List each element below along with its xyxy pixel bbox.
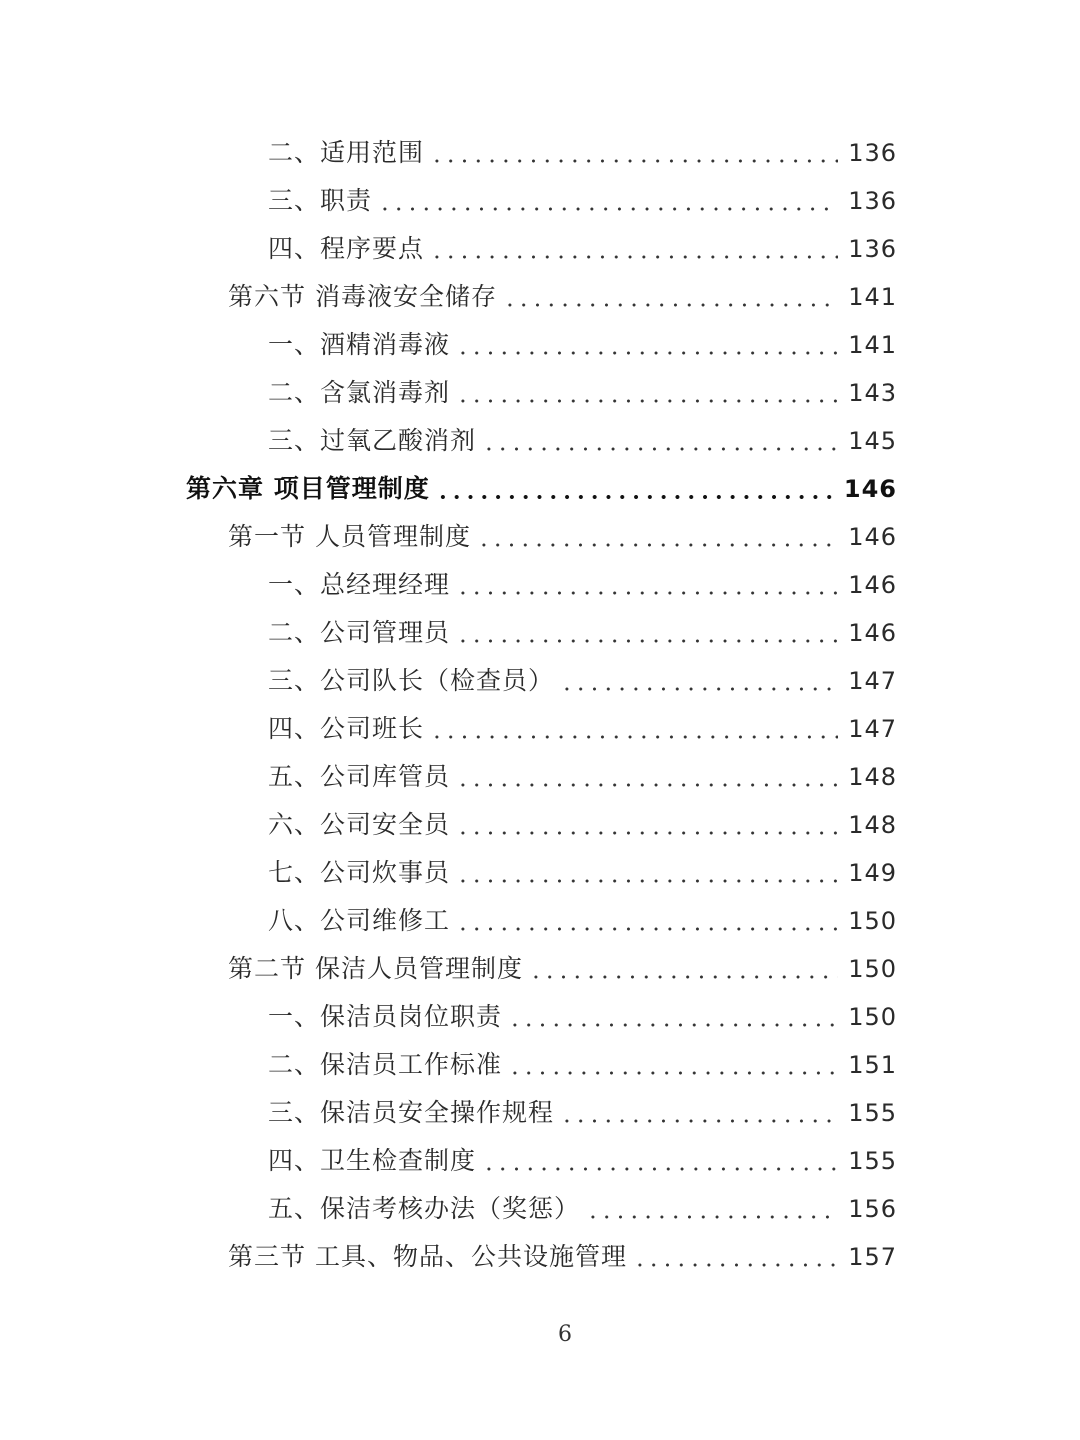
toc-subsection-entry[interactable] [0, 416, 1080, 464]
toc-dot-leader [430, 234, 838, 264]
toc-section-entry[interactable] [0, 512, 1080, 560]
toc-entry-title: 一、酒精消毒液 [268, 330, 451, 359]
toc-entry-title: 四、程序要点 [268, 234, 425, 263]
toc-entry-title: 二、含氯消毒剂 [268, 378, 451, 407]
toc-entry-title: 一、保洁员岗位职责 [268, 1002, 503, 1031]
toc-dot-leader [508, 1050, 838, 1080]
toc-entry-title: 四、公司班长 [268, 714, 425, 743]
toc-entry-page-number: 136 [848, 139, 897, 167]
toc-subsection-entry[interactable] [0, 704, 1080, 752]
toc-entry-page-number: 156 [848, 1195, 897, 1223]
toc-dot-leader [456, 906, 838, 936]
toc-entry-page-number: 141 [848, 283, 897, 311]
toc-entry-title: 三、公司队长（检查员） [268, 666, 555, 695]
toc-entry-page-number: 146 [848, 523, 897, 551]
toc-dot-leader [378, 186, 838, 216]
toc-entry-page-number: 141 [848, 331, 897, 359]
toc-dot-leader [560, 666, 838, 696]
toc-subsection-entry[interactable] [0, 320, 1080, 368]
toc-subsection-entry[interactable] [0, 176, 1080, 224]
toc-subsection-entry[interactable] [0, 608, 1080, 656]
toc-entry-title: 第六章 项目管理制度 [186, 474, 430, 503]
toc-subsection-entry[interactable] [0, 368, 1080, 416]
toc-subsection-entry[interactable] [0, 128, 1080, 176]
toc-entry-title: 三、过氧乙酸消剂 [268, 426, 477, 455]
toc-dot-leader [456, 330, 838, 360]
toc-subsection-entry[interactable] [0, 896, 1080, 944]
toc-entry-title: 第一节 人员管理制度 [228, 522, 471, 551]
toc-entry-title: 八、公司维修工 [268, 906, 451, 935]
toc-entry-title: 五、保洁考核办法（奖惩） [268, 1194, 581, 1223]
toc-dot-leader [430, 714, 838, 744]
toc-section-entry[interactable] [0, 1232, 1080, 1280]
toc-entry-page-number: 150 [848, 1003, 897, 1031]
toc-subsection-entry[interactable] [0, 1040, 1080, 1088]
toc-entry-page-number: 155 [848, 1147, 897, 1175]
toc-subsection-entry[interactable] [0, 1088, 1080, 1136]
toc-entry-page-number: 151 [848, 1051, 897, 1079]
toc-section-entry[interactable] [0, 944, 1080, 992]
toc-section-entry[interactable] [0, 272, 1080, 320]
toc-entry-title: 四、卫生检查制度 [268, 1146, 477, 1175]
toc-subsection-entry[interactable] [0, 800, 1080, 848]
toc-entry-page-number: 136 [848, 235, 897, 263]
toc-entry-title: 二、保洁员工作标准 [268, 1050, 503, 1079]
toc-entry-title: 第二节 保洁人员管理制度 [228, 954, 523, 983]
toc-entry-title: 一、总经理经理 [268, 570, 451, 599]
toc-dot-leader [508, 1002, 838, 1032]
toc-entry-title: 第六节 消毒液安全储存 [228, 282, 497, 311]
toc-subsection-entry[interactable] [0, 224, 1080, 272]
toc-subsection-entry[interactable] [0, 1136, 1080, 1184]
toc-dot-leader [503, 282, 838, 312]
toc-dot-leader [529, 954, 838, 984]
toc-entry-title: 二、公司管理员 [268, 618, 451, 647]
toc-entry-page-number: 143 [848, 379, 897, 407]
toc-dot-leader [430, 138, 838, 168]
toc-subsection-entry[interactable] [0, 1184, 1080, 1232]
toc-entry-title: 二、适用范围 [268, 138, 425, 167]
toc-entry-title: 六、公司安全员 [268, 810, 451, 839]
toc-entry-title: 七、公司炊事员 [268, 858, 451, 887]
toc-entry-title: 三、职责 [268, 186, 373, 215]
table-of-contents [0, 128, 1080, 1280]
toc-dot-leader [482, 1146, 838, 1176]
toc-subsection-entry[interactable] [0, 848, 1080, 896]
toc-entry-page-number: 150 [848, 955, 897, 983]
toc-entry-page-number: 136 [848, 187, 897, 215]
toc-chapter-entry[interactable] [0, 464, 1080, 512]
toc-dot-leader [456, 762, 838, 792]
toc-entry-page-number: 146 [843, 475, 897, 503]
toc-dot-leader [482, 426, 838, 456]
toc-dot-leader [560, 1098, 838, 1128]
toc-dot-leader [456, 618, 838, 648]
toc-entry-title: 第三节 工具、物品、公共设施管理 [228, 1242, 627, 1271]
toc-subsection-entry[interactable] [0, 752, 1080, 800]
toc-entry-page-number: 149 [848, 859, 897, 887]
toc-subsection-entry[interactable] [0, 656, 1080, 704]
toc-entry-page-number: 145 [848, 427, 897, 455]
toc-dot-leader [477, 522, 838, 552]
toc-entry-page-number: 147 [848, 667, 897, 695]
toc-dot-leader [633, 1242, 838, 1272]
toc-entry-page-number: 148 [848, 811, 897, 839]
page-number: 6 [558, 1322, 572, 1347]
toc-dot-leader [456, 378, 838, 408]
toc-entry-title: 五、公司库管员 [268, 762, 451, 791]
toc-dot-leader [436, 474, 834, 504]
toc-entry-page-number: 146 [848, 571, 897, 599]
toc-entry-page-number: 147 [848, 715, 897, 743]
toc-entry-page-number: 155 [848, 1099, 897, 1127]
toc-dot-leader [456, 858, 838, 888]
toc-dot-leader [456, 570, 838, 600]
toc-entry-title: 三、保洁员安全操作规程 [268, 1098, 555, 1127]
toc-entry-page-number: 150 [848, 907, 897, 935]
toc-dot-leader [456, 810, 838, 840]
toc-subsection-entry[interactable] [0, 992, 1080, 1040]
toc-entry-page-number: 146 [848, 619, 897, 647]
toc-dot-leader [586, 1194, 838, 1224]
toc-entry-page-number: 148 [848, 763, 897, 791]
toc-subsection-entry[interactable] [0, 560, 1080, 608]
toc-entry-page-number: 157 [848, 1243, 897, 1271]
